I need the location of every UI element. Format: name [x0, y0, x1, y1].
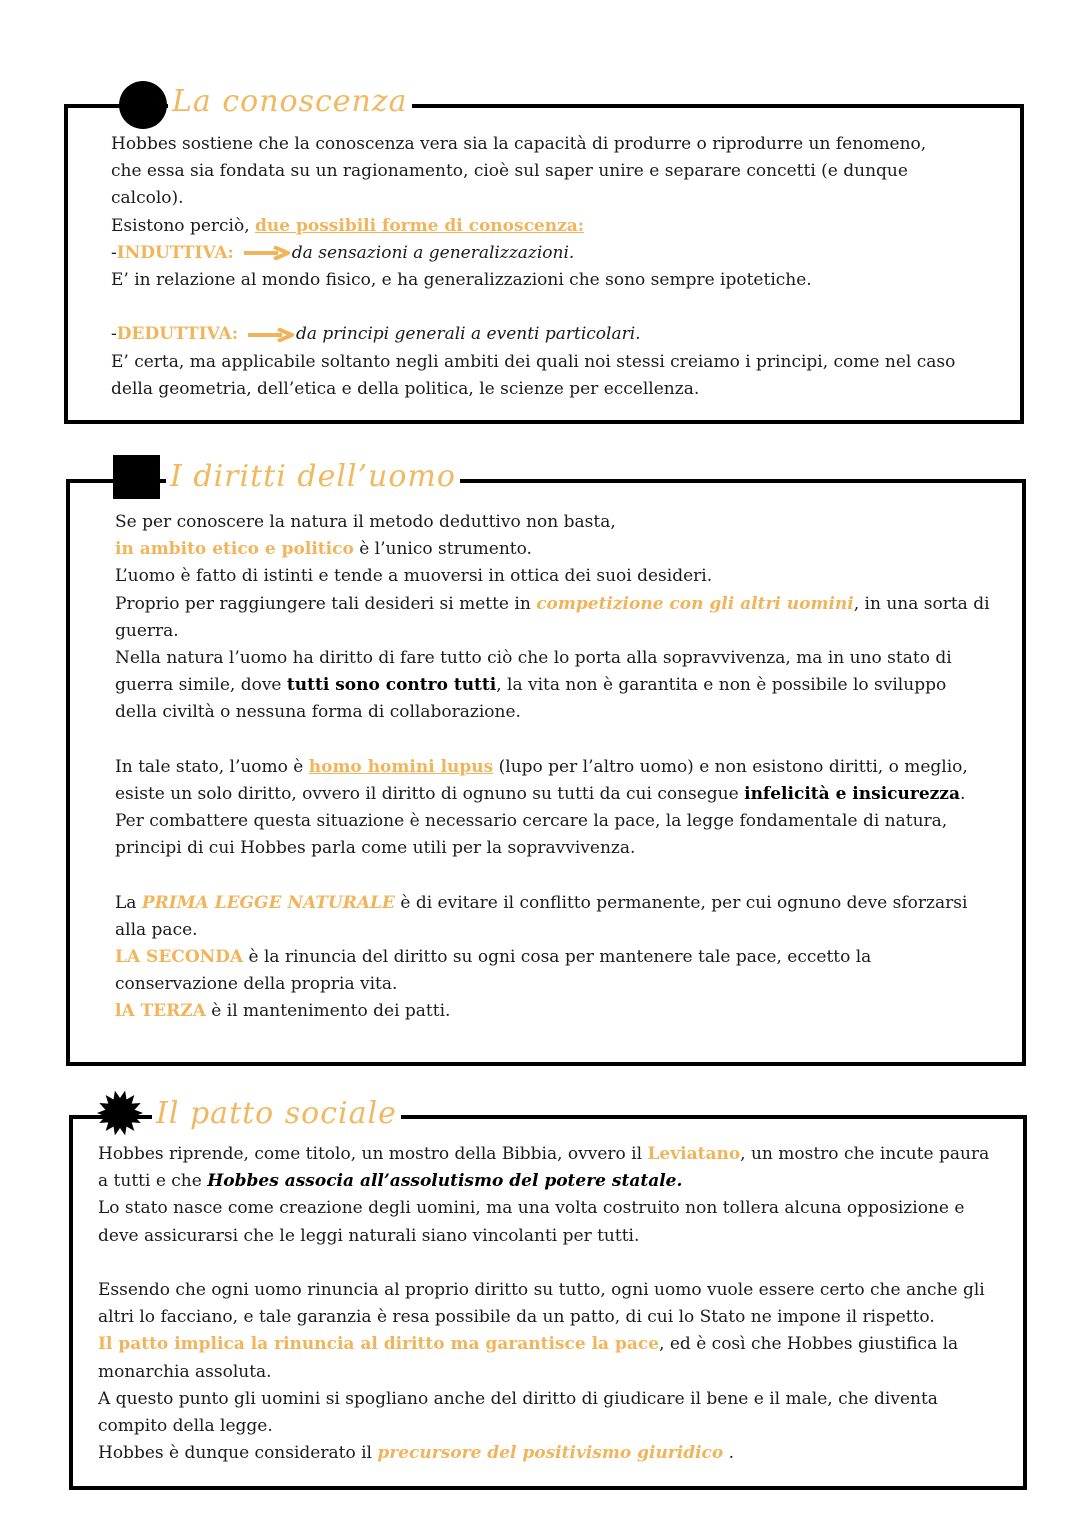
text-line [98, 1195, 989, 1222]
text-span: Nella natura l’uomo ha diritto di fare tutto ciò che lo porta alla sopravvivenza, ma in uno stato di [115, 647, 952, 668]
arrow-right-icon [248, 328, 294, 342]
text-span: , ed è così che Hobbes giustifica la [659, 1334, 959, 1355]
text-span: alla pace. [115, 919, 198, 940]
highlighted-text: LA SECONDA [115, 947, 244, 967]
text-line [111, 376, 955, 403]
highlighted-text: lA TERZA [115, 1001, 206, 1022]
text-span: Hobbes è dunque considerato il [98, 1443, 378, 1464]
highlighted-text: tutti sono contro tutti [286, 675, 497, 696]
text-line [115, 591, 990, 618]
blank-line [115, 862, 990, 889]
text-span: , un mostro che incute paura [740, 1144, 990, 1164]
text-span: a tutti e che [98, 1171, 208, 1192]
text-line [115, 781, 990, 808]
text-span: Per combattere questa situazione è necessario cercare la pace, la legge fondamentale di natura, [115, 811, 948, 832]
highlighted-text: competizione con gli altri uomini [536, 593, 854, 614]
text-span: deve assicurarsi che le leggi naturali siano vincolanti per tutti. [98, 1225, 640, 1246]
circle-icon [118, 80, 168, 130]
text-span: è l’unico strumento. [353, 539, 532, 560]
text-span: Se per conoscere la natura il metodo deduttivo non basta, [115, 512, 616, 532]
highlighted-text: da sensazioni a generalizzazioni. [291, 242, 575, 263]
text-line [98, 1223, 989, 1250]
text-line [115, 754, 990, 781]
section-title: I diritti dell’uomo [166, 457, 460, 497]
text-line [115, 835, 990, 862]
text-span: che essa sia fondata su un ragionamento, cioè sul saper unire e separare concetti (e dunque [111, 161, 908, 182]
text-line [98, 1386, 989, 1413]
arrow-right-icon [244, 246, 290, 260]
text-span: - [111, 324, 117, 345]
text-line [115, 563, 990, 590]
highlighted-text: infelicità e insicurezza [744, 783, 960, 804]
text-span: Hobbes sostiene che la conoscenza vera sia la capacità di produrre o riprodurre un fenomeno, [111, 134, 927, 154]
highlighted-text: DEDUTTIVA: [116, 324, 238, 345]
highlighted-text: precursore del positivismo giuridico [377, 1443, 724, 1464]
text-span: altri lo facciano, e tale garanzia è resa possibile da un patto, di cui lo Stato ne impone il rispetto. [98, 1307, 935, 1328]
text-span: della civiltà o nessuna forma di collaborazione. [115, 702, 521, 723]
text-span: guerra. [115, 620, 179, 641]
blank-line [111, 294, 955, 321]
section-text [98, 1141, 989, 1467]
text-line [115, 699, 990, 726]
text-line [98, 1304, 989, 1331]
text-span: , in una sorta di [853, 593, 990, 614]
text-line [111, 240, 955, 267]
highlighted-text: homo homini lupus [308, 756, 494, 777]
section-text [111, 131, 955, 403]
text-line [115, 536, 990, 563]
text-span: guerra simile, dove [115, 675, 287, 696]
starburst-icon [96, 1089, 144, 1137]
text-span: compito della legge. [98, 1415, 273, 1436]
text-span: calcolo). [111, 188, 184, 209]
text-span: (lupo per l’altro uomo) e non esistono diritti, o meglio, [493, 756, 968, 777]
highlighted-text: INDUTTIVA: [116, 242, 234, 263]
text-span: Lo stato nasce come creazione degli uomini, ma una volta costruito non tollera alcuna opposizione e [98, 1198, 965, 1219]
text-line [115, 645, 990, 672]
text-span: . [959, 783, 966, 804]
text-line [115, 808, 990, 835]
text-line [111, 158, 955, 185]
text-line [115, 917, 990, 944]
text-line [115, 509, 990, 536]
text-line [98, 1440, 989, 1467]
text-span: , la vita non è garantita e non è possibile lo sviluppo [496, 675, 947, 696]
text-span: della geometria, dell’etica e della politica, le scienze per eccellenza. [111, 378, 700, 399]
text-span: E’ in relazione al mondo fisico, e ha generalizzazioni che sono sempre ipotetiche. [111, 269, 812, 290]
text-span: A questo punto gli uomini si spogliano anche del diritto di giudicare il bene e il male, che diventa [98, 1388, 938, 1409]
square-icon [113, 455, 160, 499]
text-line [98, 1141, 989, 1168]
text-line [115, 944, 990, 971]
text-span: esiste un solo diritto, ovvero il diritto di ognuno su tutti da cui consegue [115, 783, 745, 804]
highlighted-text: da principi generali a eventi particolari. [296, 324, 641, 345]
highlighted-text: Leviatano [647, 1144, 741, 1164]
text-span: principi di cui Hobbes parla come utili per la sopravvivenza. [115, 838, 636, 859]
highlighted-text: PRIMA LEGGE NATURALE [141, 892, 395, 913]
text-line [111, 321, 955, 348]
text-line [115, 998, 990, 1025]
text-span: è di evitare il conflitto permanente, per cui ognuno deve sforzarsi [394, 892, 968, 913]
text-line [115, 890, 990, 917]
highlighted-text: Il patto implica la rinuncia al diritto ma garantisce la pace [98, 1334, 660, 1355]
text-line [98, 1277, 989, 1304]
text-span: La [115, 892, 142, 913]
text-span: Essendo che ogni uomo rinuncia al proprio diritto su tutto, ogni uomo vuole essere certo che anche gli [98, 1279, 985, 1300]
text-line [111, 185, 955, 212]
text-line [98, 1413, 989, 1440]
text-line [115, 971, 990, 998]
text-span: Hobbes riprende, come titolo, un mostro della Bibbia, ovvero il [98, 1144, 648, 1164]
text-span: In tale stato, l’uomo è [115, 756, 309, 777]
text-span: è il mantenimento dei patti. [205, 1001, 451, 1022]
text-span: Esistono perciò, [111, 215, 256, 236]
section-title: Il patto sociale [152, 1094, 401, 1134]
text-line [111, 267, 955, 294]
text-span: L’uomo è fatto di istinti e tende a muoversi in ottica dei suoi desideri. [115, 566, 713, 587]
text-line [98, 1168, 989, 1195]
text-line [98, 1331, 989, 1358]
text-span: conservazione della propria vita. [115, 974, 398, 995]
text-line [98, 1359, 989, 1386]
text-line [111, 349, 955, 376]
text-line [111, 131, 955, 158]
text-span: è la rinuncia del diritto su ogni cosa per mantenere tale pace, eccetto la [243, 947, 872, 967]
text-span: monarchia assoluta. [98, 1361, 272, 1382]
text-line [115, 618, 990, 645]
section-title: La conoscenza [168, 82, 412, 122]
section-text [115, 509, 990, 1026]
text-line [111, 213, 955, 240]
text-span: Proprio per raggiungere tali desideri si mette in [115, 593, 537, 614]
blank-line [98, 1250, 989, 1277]
blank-line [115, 727, 990, 754]
highlighted-text: Hobbes associa all’assolutismo del potere statale. [207, 1171, 683, 1192]
text-span: - [111, 242, 117, 263]
text-span: . [723, 1443, 735, 1464]
text-span: E’ certa, ma applicabile soltanto negli ambiti dei quali noi stessi creiamo i principi, come nel caso [111, 351, 956, 372]
text-line [115, 672, 990, 699]
highlighted-text: in ambito etico e politico [115, 539, 354, 560]
highlighted-text: due possibili forme di conoscenza: [255, 215, 585, 236]
